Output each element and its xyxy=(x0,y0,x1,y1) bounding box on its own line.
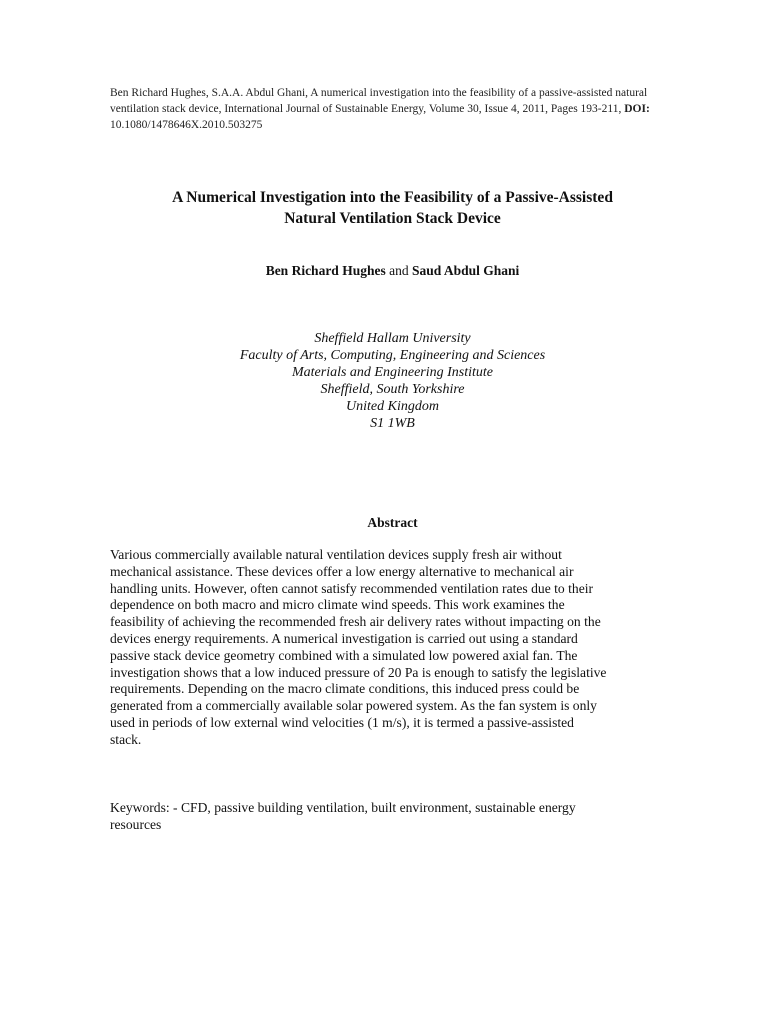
author-conjunction: and xyxy=(385,263,412,278)
paper-title xyxy=(90,187,695,229)
abstract-line: requirements. Depending on the macro climate conditions, this induced press could be xyxy=(110,681,580,697)
abstract-line: generated from a commercially available solar powered system. As the fan system is only xyxy=(110,698,597,714)
title-line-1: A Numerical Investigation into the Feasibility of a Passive-Assisted xyxy=(172,189,613,206)
affiliation-line: Sheffield, South Yorkshire xyxy=(320,382,465,397)
keywords-line: Keywords: - CFD, passive building ventilation, built environment, sustainable energy xyxy=(110,800,576,815)
affiliation-line: United Kingdom xyxy=(346,399,439,414)
affiliation-line: Faculty of Arts, Computing, Engineering and Sciences xyxy=(239,348,546,363)
citation xyxy=(110,85,690,133)
abstract-line: investigation shows that a low induced pressure of 20 Pa is enough to satisfy the legislative xyxy=(110,664,607,680)
abstract-line: mechanical assistance. These devices offer a low energy alternative to mechanical air xyxy=(110,563,574,579)
abstract-body xyxy=(110,547,690,749)
abstract-line: handling units. However, often cannot satisfy recommended ventilation rates due to their xyxy=(110,580,594,596)
affiliation xyxy=(90,330,695,432)
abstract-heading: Abstract xyxy=(367,515,418,530)
author-2: Saud Abdul Ghani xyxy=(411,263,520,278)
abstract-line: Various commercially available natural ventilation devices supply fresh air without xyxy=(110,547,562,562)
doi-value: 10.1080/1478646X.2010.503275 xyxy=(110,119,263,131)
abstract-line: passive stack device geometry combined with a simulated low powered axial fan. The xyxy=(110,647,578,663)
abstract-line: feasibility of achieving the recommended fresh air delivery rates without impacting on the xyxy=(110,614,601,630)
affiliation-line: Materials and Engineering Institute xyxy=(291,365,494,380)
authors xyxy=(90,263,695,279)
abstract-line: stack. xyxy=(110,731,142,747)
doi-label: DOI: xyxy=(624,103,650,115)
title-line-2: Natural Ventilation Stack Device xyxy=(284,210,501,227)
abstract-line: used in periods of low external wind velocities (1 m/s), it is termed a passive-assisted xyxy=(110,714,574,730)
affiliation-line: S1 1WB xyxy=(370,416,415,431)
citation-text: Ben Richard Hughes, S.A.A. Abdul Ghani, A numerical investigation into the feasibility of a passive-assisted natural ventilation stack device, International Journal of Sustainable Energy, Volume 30, Issue 4, 2011, Pages 193-211, xyxy=(110,87,648,115)
affiliation-line: Sheffield Hallam University xyxy=(314,331,471,346)
keywords xyxy=(110,800,690,834)
author-1: Ben Richard Hughes xyxy=(265,263,386,278)
abstract-line: dependence on both macro and micro climate wind speeds. This work examines the xyxy=(110,597,565,613)
abstract-line: devices energy requirements. A numerical investigation is carried out using a standard xyxy=(110,630,578,646)
keywords-line: resources xyxy=(110,816,162,832)
